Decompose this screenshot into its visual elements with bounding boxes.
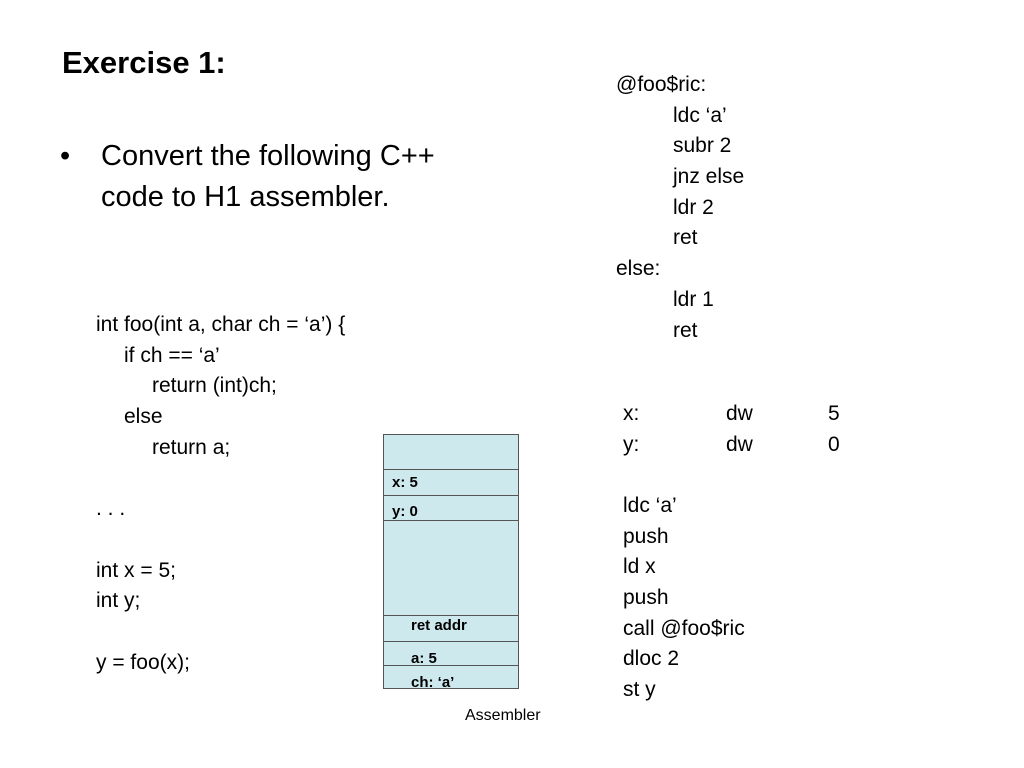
code-line — [96, 525, 345, 556]
assembler-main-block — [623, 491, 745, 706]
stack-cell-empty — [384, 520, 518, 616]
asm-line: push — [623, 524, 669, 548]
stack-cell-ch — [384, 665, 518, 691]
data-declaration-row — [623, 430, 863, 461]
code-line: y = foo(x); — [96, 650, 190, 674]
asm-label-line: else: — [616, 257, 661, 281]
decl-directive: dw — [726, 402, 753, 425]
code-line — [96, 463, 345, 494]
stack-cell-label: ret addr — [411, 617, 467, 634]
code-line — [96, 617, 345, 648]
asm-line: ld x — [623, 555, 656, 579]
stack-cell-y — [384, 495, 518, 521]
stack-cell-empty — [384, 435, 518, 469]
decl-label: y: — [623, 432, 640, 456]
asm-line: st y — [623, 678, 656, 702]
data-declaration-row — [623, 399, 863, 430]
code-line: else — [124, 405, 163, 429]
data-declarations — [623, 399, 863, 460]
exercise-bullet — [60, 136, 440, 218]
asm-line: ret — [673, 318, 698, 342]
asm-line: push — [623, 586, 669, 610]
asm-line: ldc ‘a’ — [623, 494, 677, 517]
asm-line: ldr 2 — [673, 195, 714, 219]
slide-title: Exercise 1: — [62, 45, 226, 80]
bullet-dot-icon: • — [60, 140, 71, 172]
asm-line: jnz else — [673, 165, 745, 189]
decl-label: x: — [623, 402, 640, 425]
cpp-code-block — [96, 310, 345, 678]
stack-caption: Assembler — [465, 707, 541, 724]
assembler-function-block — [616, 70, 744, 346]
stack-cell-label: x: 5 — [392, 474, 418, 491]
code-line: if ch == ‘a’ — [124, 343, 220, 367]
stack-cell-ret-addr — [384, 615, 518, 642]
code-line: . . . — [96, 497, 126, 521]
code-line: int foo(int a, char ch = ‘a’) { — [96, 313, 346, 336]
asm-line: ret — [673, 226, 698, 250]
asm-line: subr 2 — [673, 134, 732, 158]
code-line: int y; — [96, 589, 141, 613]
memory-stack-diagram — [383, 434, 519, 689]
stack-cell-x — [384, 469, 518, 496]
decl-value: 0 — [828, 432, 840, 456]
asm-line: dloc 2 — [623, 647, 680, 671]
asm-label-line: @foo$ric: — [616, 73, 707, 96]
stack-cell-label: y: 0 — [392, 503, 418, 520]
asm-line: call @foo$ric — [623, 616, 745, 640]
decl-value: 5 — [828, 402, 840, 425]
code-line: return a; — [152, 435, 231, 459]
stack-cell-label: a: 5 — [411, 650, 437, 667]
code-line: int x = 5; — [96, 558, 176, 582]
asm-line: ldc ‘a’ — [673, 103, 727, 127]
asm-line: ldr 1 — [673, 287, 714, 311]
stack-cell-a — [384, 641, 518, 666]
decl-directive: dw — [726, 432, 753, 456]
stack-cell-label: ch: ‘a’ — [411, 674, 455, 691]
code-line: return (int)ch; — [152, 374, 277, 398]
exercise-instruction: Convert the following C++ code to H1 assembler. — [101, 140, 435, 213]
